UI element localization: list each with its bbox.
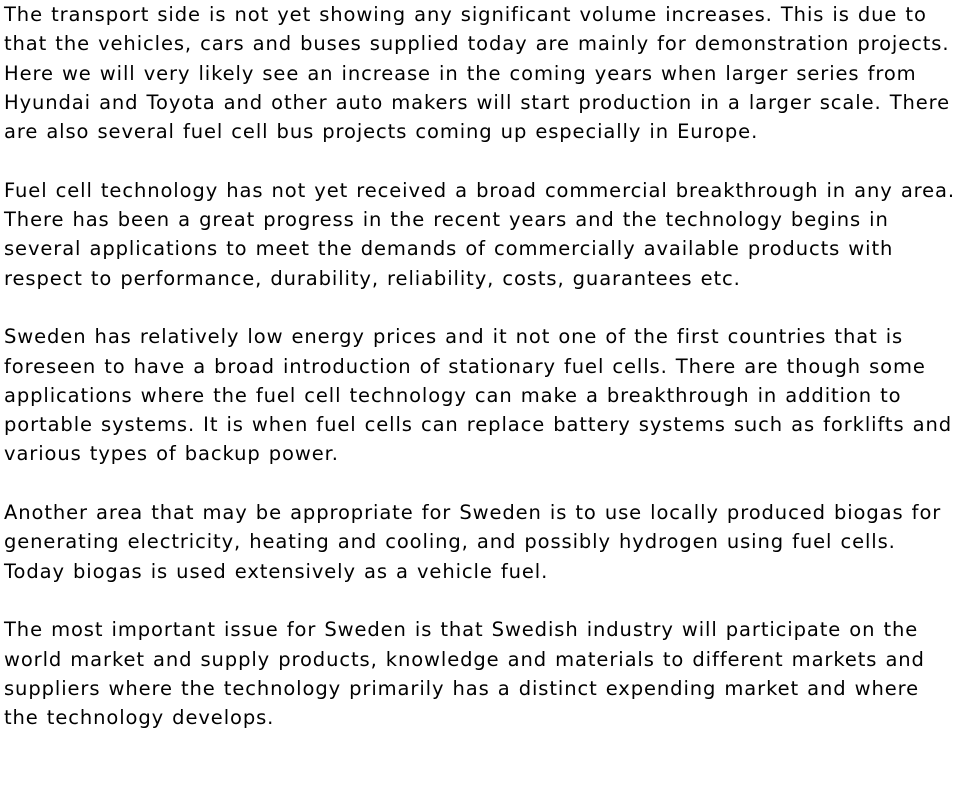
paragraph-swedish-industry: The most important issue for Sweden is that Swedish industry will participate on the world market and supply products, knowledge and materials to different markets and suppliers where the technology primarily has a distinct expending market and where the technology develops. — [4, 618, 925, 730]
paragraph-transport: The transport side is not yet showing any significant volume increases. This is due to that the vehicles, cars and buses supplied today are mainly for demonstration projects. Here we will very likely see an increase in the coming years when larger series from Hyundai and Toyota and other auto makers will start production in a larger scale. There are also several fuel cell bus projects coming up especially in Europe. — [4, 3, 951, 144]
document-body — [4, 0, 956, 732]
paragraph-sweden-energy: Sweden has relatively low energy prices and it not one of the first countries that is foreseen to have a broad introduction of stationary fuel cells. There are though some applications where the fuel cell technology can make a breakthrough in addition to portable systems. It is when fuel cells can replace battery systems such as forklifts and various types of backup power. — [4, 325, 953, 466]
paragraph-technology: Fuel cell technology has not yet received a broad commercial breakthrough in any area. There has been a great progress in the recent years and the technology begins in several applications to meet the demands of commercially available products with respect to performance, durability, reliability, costs, guarantees etc. — [4, 178, 955, 290]
paragraph-biogas: Another area that may be appropriate for Sweden is to use locally produced biogas for generating electricity, heating and cooling, and possibly hydrogen using fuel cells. Today biogas is used extensively as a vehicle fuel. — [4, 501, 942, 583]
